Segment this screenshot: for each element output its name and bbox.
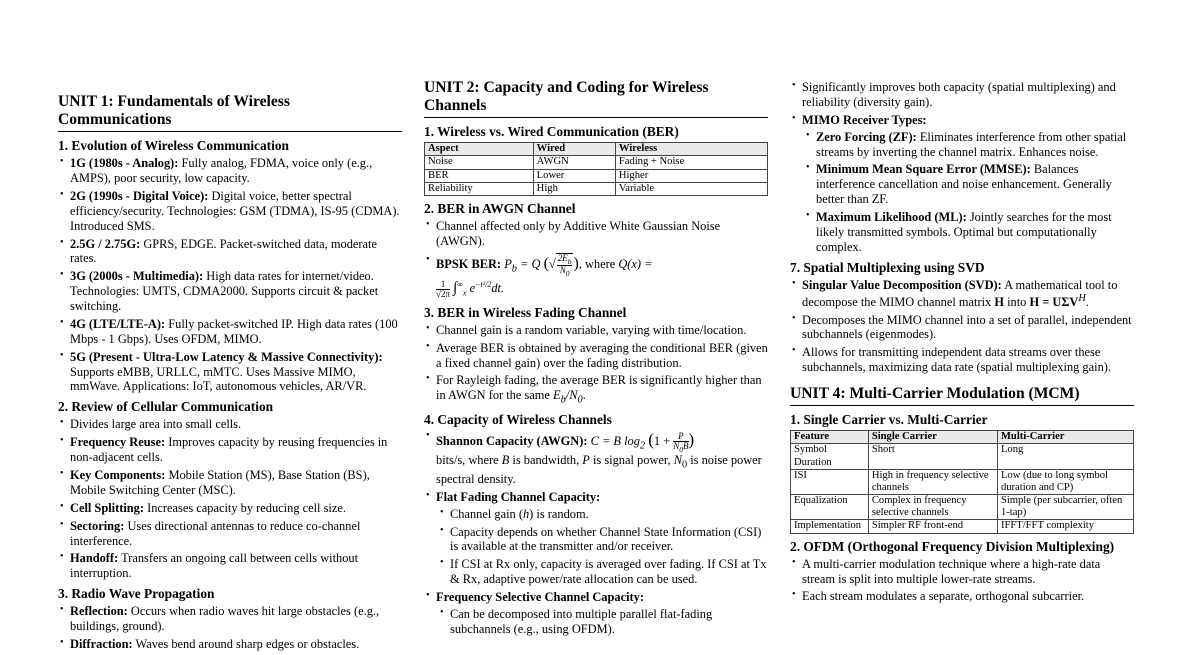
list-item: • 2.5G / 2.75G: GPRS, EDGE. Packet-switched data, moderate rates. [58,237,402,267]
section-cellular-heading: 2. Review of Cellular Communication [58,399,274,415]
list-item: • 3G (2000s - Multimedia): High data rates for internet/video. Technologies: UMTS, CDMA2000. Supports circuit & packet switching. [58,269,402,314]
list-item: • Divides large area into small cells. [58,417,402,432]
list-item: • Cell Splitting: Increases capacity by reducing cell size. [58,501,402,516]
list-item: • Frequency Reuse: Improves capacity by reusing frequencies in non-adjacent cells. [58,435,402,465]
section-evolution-heading: 1. Evolution of Wireless Communication [58,138,290,154]
unit-2-title: UNIT 2: Capacity and Coding for Wireless Channels [424,79,768,118]
list-item: • 4G (LTE/LTE-A): Fully packet-switched IP. High data rates (100 Mbps - 1 Gbps). Uses OFDM, MIMO. [58,317,402,347]
section-propagation-heading: 3. Radio Wave Propagation [58,586,215,602]
section-ofdm-heading: 2. OFDM (Orthogonal Frequency Division Multiplexing) [790,538,1115,554]
section-sc-mc-heading: 1. Single Carrier vs. Multi-Carrier [790,412,988,428]
list-item: • Diffraction: Waves bend around sharp edges or obstacles. [58,637,402,652]
section-capacity-heading: 4. Capacity of Wireless Channels [424,412,612,428]
table-row: BER Lower Higher [425,169,768,182]
table-row: Implementation Simpler RF front-end IFFT/FFT complexity [791,520,1134,533]
section-svd-heading: 7. Spatial Multiplexing using SVD [790,259,985,275]
table-row: Noise AWGN Fading + Noise [425,156,768,169]
table-row: Reliability High Variable [425,182,768,195]
mimo-continued-list [790,80,1134,255]
table-header-row: Aspect Wired Wireless [425,143,768,156]
list-item: • Channel gain is a random variable, varying with time/location. [424,323,768,338]
list-item: • Each stream modulates a separate, orthogonal subcarrier. [790,589,1134,604]
list-item: • Key Components: Mobile Station (MS), Base Station (BS), Mobile Switching Center (MSC). [58,468,402,498]
list-item: • 2G (1990s - Digital Voice): Digital voice, better spectral efficiency/security. Technologies: GSM (TDMA), IS-95 (CDMA). Introduced SMS. [58,189,402,234]
freq-selective-item: • Frequency Selective Channel Capacity: • Can be decomposed into multiple parallel flat-fading subchannels (e.g., using OFDM). [424,590,768,637]
wired-wireless-table [424,142,768,196]
list-item: • Capacity depends on whether Channel State Information (CSI) is available at the transmitter and/or receiver. [438,525,768,555]
list-item: • For Rayleigh fading, the average BER is significantly higher than in AWGN for the same $E_b/N_0$. [424,373,768,407]
list-item: • 5G (Present - Ultra-Low Latency & Massive Connectivity): Supports eMBB, URLLC, mMTC. Uses Massive MIMO, mmWave. Applications: IoT, autonomous vehicles, AR/VR. [58,350,402,395]
propagation-list [58,604,402,652]
section-awgn-heading: 2. BER in AWGN Channel [424,200,576,216]
table-row: Symbol Duration Short Long [791,444,1134,469]
ofdm-list [790,557,1134,605]
flat-fading-sublist [436,507,768,587]
list-item: • Maximum Likelihood (ML): Jointly searches for the most likely transmitted symbols. Optimal but computationally complex. [804,210,1134,255]
list-item: • Allows for transmitting independent data streams over these subchannels, maximizing data rate (spatial multiplexing gain). [790,345,1134,375]
freq-selective-sublist [436,607,768,637]
list-item: • A multi-carrier modulation technique where a high-rate data stream is split into multiple lower-rate streams. [790,557,1134,587]
fading-list [424,323,768,407]
list-item: • Minimum Mean Square Error (MMSE): Balances interference cancellation and noise enhancement. Generally better than ZF. [804,162,1134,207]
list-item: • Decomposes the MIMO channel into a set of parallel, independent subchannels (eigenmodes). [790,313,1134,343]
list-item: • Significantly improves both capacity (spatial multiplexing) and reliability (diversity gain). [790,80,1134,110]
bpsk-ber-item: • BPSK BER: $P_b = Q$ (√ $\frac{2E_b}{N_0}$ ), where Q(x) = $\frac{1}{√2\pi}$ $\int^\infty_x$ $e^{-t^2/2}dt$. [424,252,768,300]
list-item: • Zero Forcing (ZF): Eliminates interference from other spatial streams by inverting the channel matrix. Enhances noise. [804,130,1134,160]
single-multi-carrier-table [790,430,1134,533]
flat-fading-item: • Flat Fading Channel Capacity: • Channel gain (h) is random. • Capacity depends on whether Channel State Information (CSI) is available at the transmitter and/or receiver. • If CSI at Rx only, capacity is averaged over fading. If CSI at Tx & Rx, adaptive power/rate allocation can be used. [424,490,768,587]
list-item: • Channel gain (h) is random. [438,507,768,522]
list-item: • Average BER is obtained by averaging the conditional BER (given a fixed channel gain) over the fading distribution. [424,341,768,371]
section-fading-heading: 3. BER in Wireless Fading Channel [424,304,627,320]
list-item: • Channel affected only by Additive White Gaussian Noise (AWGN). [424,219,768,249]
list-item: • If CSI at Rx only, capacity is averaged over fading. If CSI at Tx & Rx, adaptive power/rate allocation can be used. [438,557,768,587]
unit-4-title: UNIT 4: Multi-Carrier Modulation (MCM) [790,385,1134,406]
svd-list [790,278,1134,375]
awgn-list [424,219,768,300]
mimo-receiver-sublist [802,130,1134,255]
evolution-list [58,156,402,394]
unit-1-title: UNIT 1: Fundamentals of Wireless Communications [58,93,402,132]
table-row: Equalization Complex in frequency selective channels Simple (per subcarrier, often 1-tap) [791,495,1134,520]
list-item: • 1G (1980s - Analog): Fully analog, FDMA, voice only (e.g., AMPS), poor security, low capacity. [58,156,402,186]
list-item: • Sectoring: Uses directional antennas to reduce co-channel interference. [58,519,402,549]
table-header-row: Feature Single Carrier Multi-Carrier [791,431,1134,444]
column-3 [790,80,1134,607]
list-item: • Reflection: Occurs when radio waves hit large obstacles (e.g., buildings, ground). [58,604,402,634]
mimo-receiver-item: • MIMO Receiver Types: • Zero Forcing (ZF): Eliminates interference from other spatial streams by inverting the channel matrix. Enhances noise. • Minimum Mean Square Error (MMSE): Balances interference cancellation and noise enhancement. Generally better than ZF. • Maximum Likelihood (ML): Jointly searches for the most likely transmitted symbols. Optimal but computationally complex. [790,113,1134,255]
table-row: ISI High in frequency selective channels Low (due to long symbol duration and CP) [791,469,1134,494]
shannon-item: • Shannon Capacity (AWGN): C = B $\log_2 (1$ + $\frac{P}{N_0B}$ ) bits/s, where B is bandwidth, P is signal power, $N_0$ is noise power spectral density. [424,430,768,487]
column-1 [58,93,402,655]
cellular-list [58,417,402,581]
capacity-list [424,430,768,636]
list-item: • Handoff: Transfers an ongoing call between cells without interruption. [58,551,402,581]
column-2 [424,79,768,640]
list-item: • Can be decomposed into multiple parallel flat-fading subchannels (e.g., using OFDM). [438,607,768,637]
list-item: • Singular Value Decomposition (SVD): A mathematical tool to decompose the MIMO channel matrix H into $H = U\Sigma V^H$. [790,278,1134,310]
section-ber-compare-heading: 1. Wireless vs. Wired Communication (BER) [424,124,679,140]
